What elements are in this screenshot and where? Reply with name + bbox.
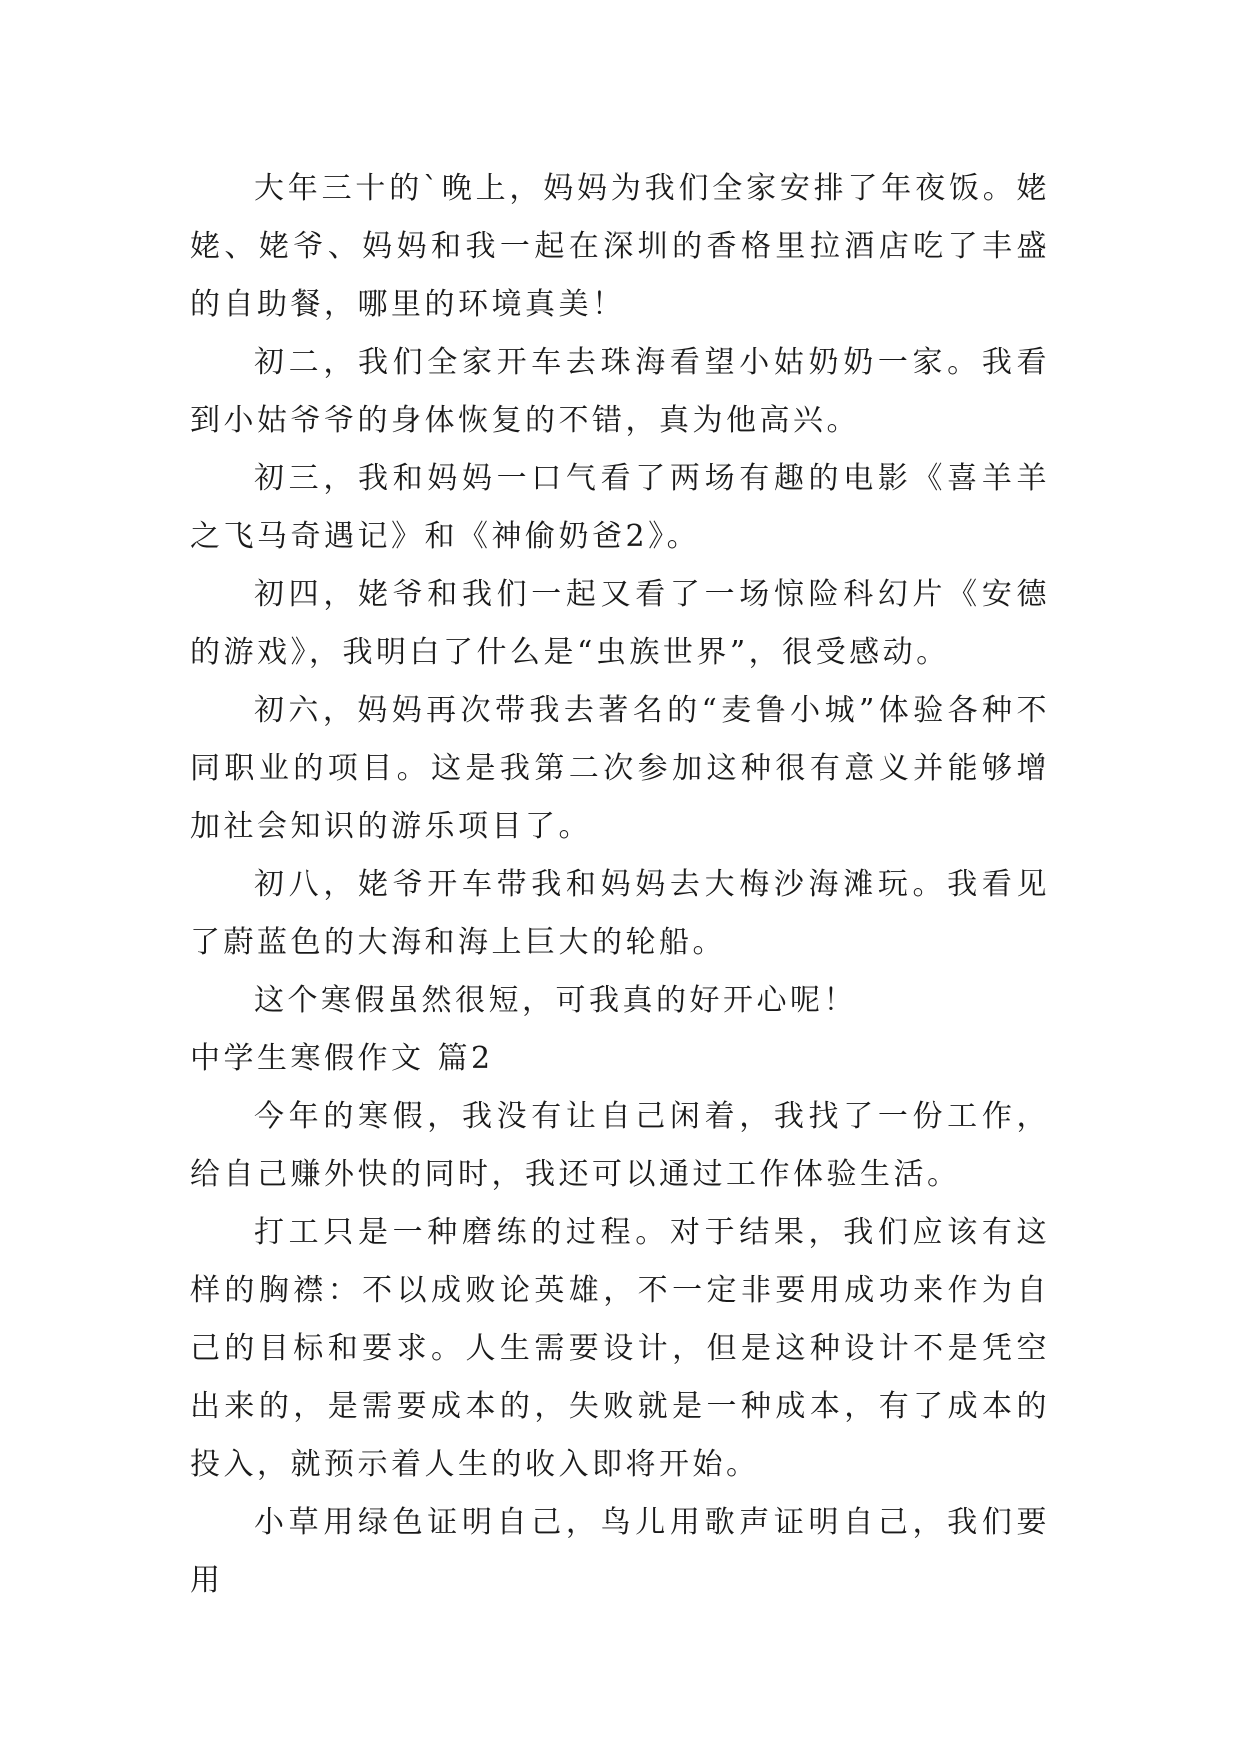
paragraph-day-8: 初八，姥爷开车带我和妈妈去大梅沙海滩玩。我看见了蔚蓝色的大海和海上巨大的轮船。 [190, 867, 1050, 960]
document-body [190, 160, 1050, 1610]
paragraph-day-2: 初二，我们全家开车去珠海看望小姑奶奶一家。我看到小姑爷爷的身体恢复的不错，真为他高兴。 [190, 345, 1050, 438]
paragraph-day-6: 初六，妈妈再次带我去著名的“麦鲁小城”体验各种不同职业的项目。这是我第二次参加这种很有意义并能够增加社会知识的游乐项目了。 [190, 693, 1050, 844]
paragraph-conclusion: 这个寒假虽然很短，可我真的好开心呢！ [254, 983, 857, 1018]
paragraph-work-intro: 今年的寒假，我没有让自己闲着，我找了一份工作，给自己赚外快的同时，我还可以通过工作体验生活。 [190, 1099, 1050, 1192]
paragraph-new-year-eve: 大年三十的`晚上，妈妈为我们全家安排了年夜饭。姥姥、姥爷、妈妈和我一起在深圳的香格里拉酒店吃了丰盛的自助餐，哪里的环境真美！ [190, 171, 1050, 322]
paragraph-day-4: 初四，姥爷和我们一起又看了一场惊险科幻片《安德的游戏》，我明白了什么是“虫族世界”，很受感动。 [190, 577, 1050, 670]
paragraph-prove-yourself: 小草用绿色证明自己，鸟儿用歌声证明自己，我们要用 [190, 1505, 1050, 1598]
section-heading: 中学生寒假作文 篇2 [190, 1041, 494, 1076]
paragraph-day-3: 初三，我和妈妈一口气看了两场有趣的电影《喜羊羊之飞马奇遇记》和《神偷奶爸2》。 [190, 461, 1050, 554]
paragraph-work-reflection: 打工只是一种磨练的过程。对于结果，我们应该有这样的胸襟：不以成败论英雄，不一定非要用成功来作为自己的目标和要求。人生需要设计，但是这种设计不是凭空出来的，是需要成本的，失败就是一种成本，有了成本的投入，就预示着人生的收入即将开始。 [190, 1215, 1050, 1482]
